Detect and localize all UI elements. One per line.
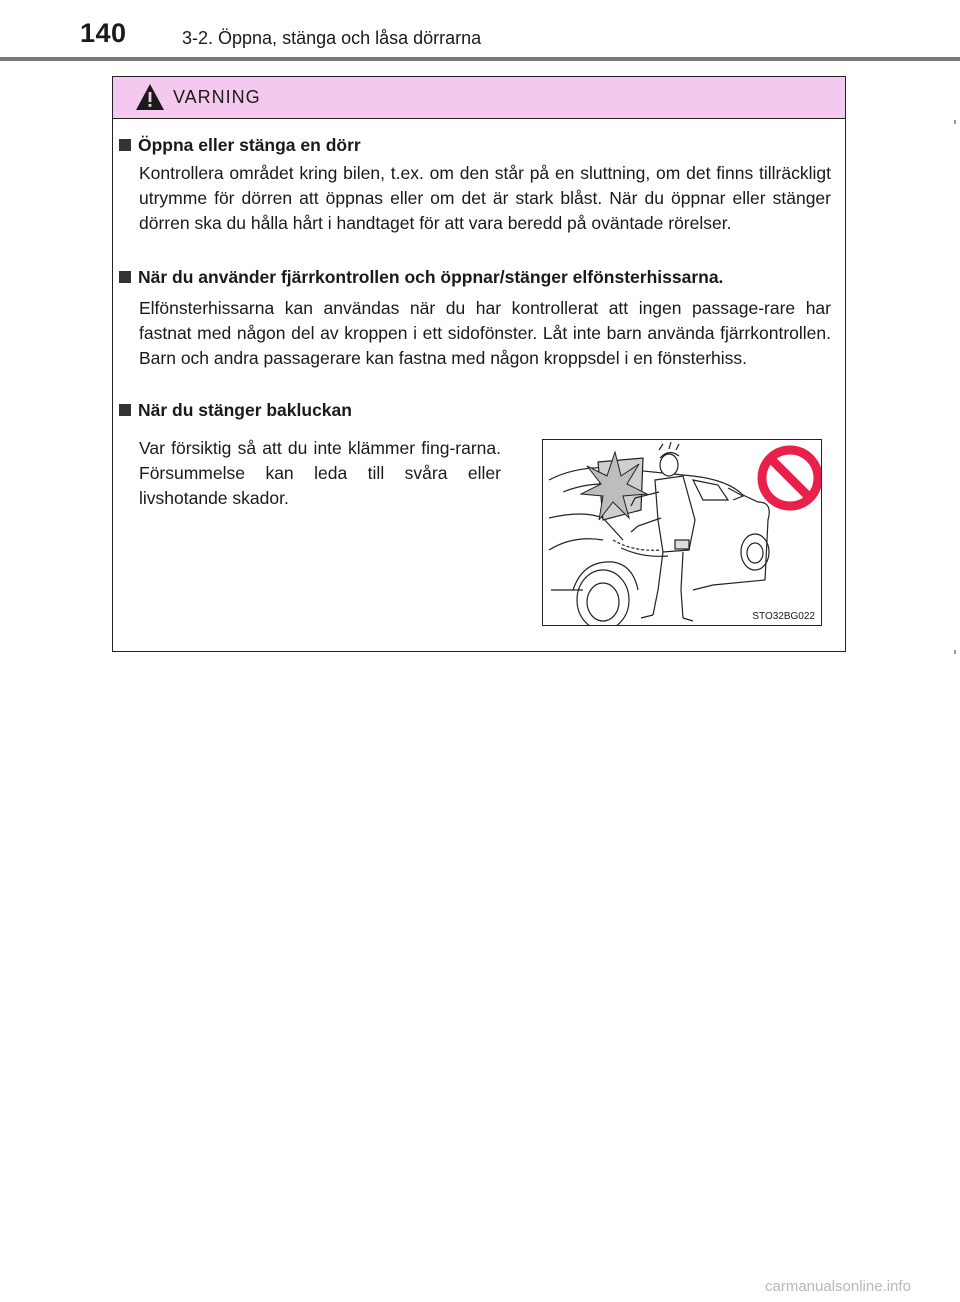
margin-mark (954, 120, 956, 124)
warning-title: VARNING (173, 87, 261, 107)
square-bullet-icon (119, 404, 131, 416)
margin-mark (954, 650, 956, 654)
item-text: Kontrollera området kring bilen, t.ex. om den står på en sluttning, om det finns tillräckligt utrymme för dörren att öppnas eller om det är stark blåst. När du öppnar eller stänger dörren ska du hålla hårt i handtaget för att vara beredd på oväntade rörelser. (139, 163, 831, 233)
car-tailgate-illustration (543, 440, 821, 625)
header-divider (0, 57, 960, 61)
illustration-code: STO32BG022 (752, 611, 815, 622)
page-number: 140 (80, 18, 127, 48)
item-heading: När du använder fjärrkontrollen och öppnar/stänger elfönsterhissarna. (113, 267, 723, 288)
tailgate-warning-illustration (542, 439, 822, 626)
warning-header (113, 77, 845, 119)
item-heading: Öppna eller stänga en dörr (113, 135, 361, 156)
page-header (0, 0, 960, 60)
watermark: carmanualsonline.info (765, 1278, 911, 1295)
warning-box (112, 76, 846, 652)
square-bullet-icon (119, 271, 131, 283)
item-text: Elfönsterhissarna kan användas när du har kontrollerat att ingen passage-rare har fastnat med någon del av kroppen i ett sidofönster. Låt inte barn använda fjärrkontrollen. Barn och andra passagerare kan fastna med någon kroppsdel i en fönsterhiss. (139, 298, 831, 368)
square-bullet-icon (119, 139, 131, 151)
item-text: Var försiktig så att du inte klämmer fing-rarna. Försummelse kan leda till svåra eller livshotande skador. (139, 438, 501, 508)
warning-triangle-icon (135, 83, 165, 111)
section-title: 3-2. Öppna, stänga och låsa dörrarna (182, 28, 482, 48)
item-heading: När du stänger bakluckan (113, 400, 352, 421)
prohibition-icon (762, 450, 818, 506)
